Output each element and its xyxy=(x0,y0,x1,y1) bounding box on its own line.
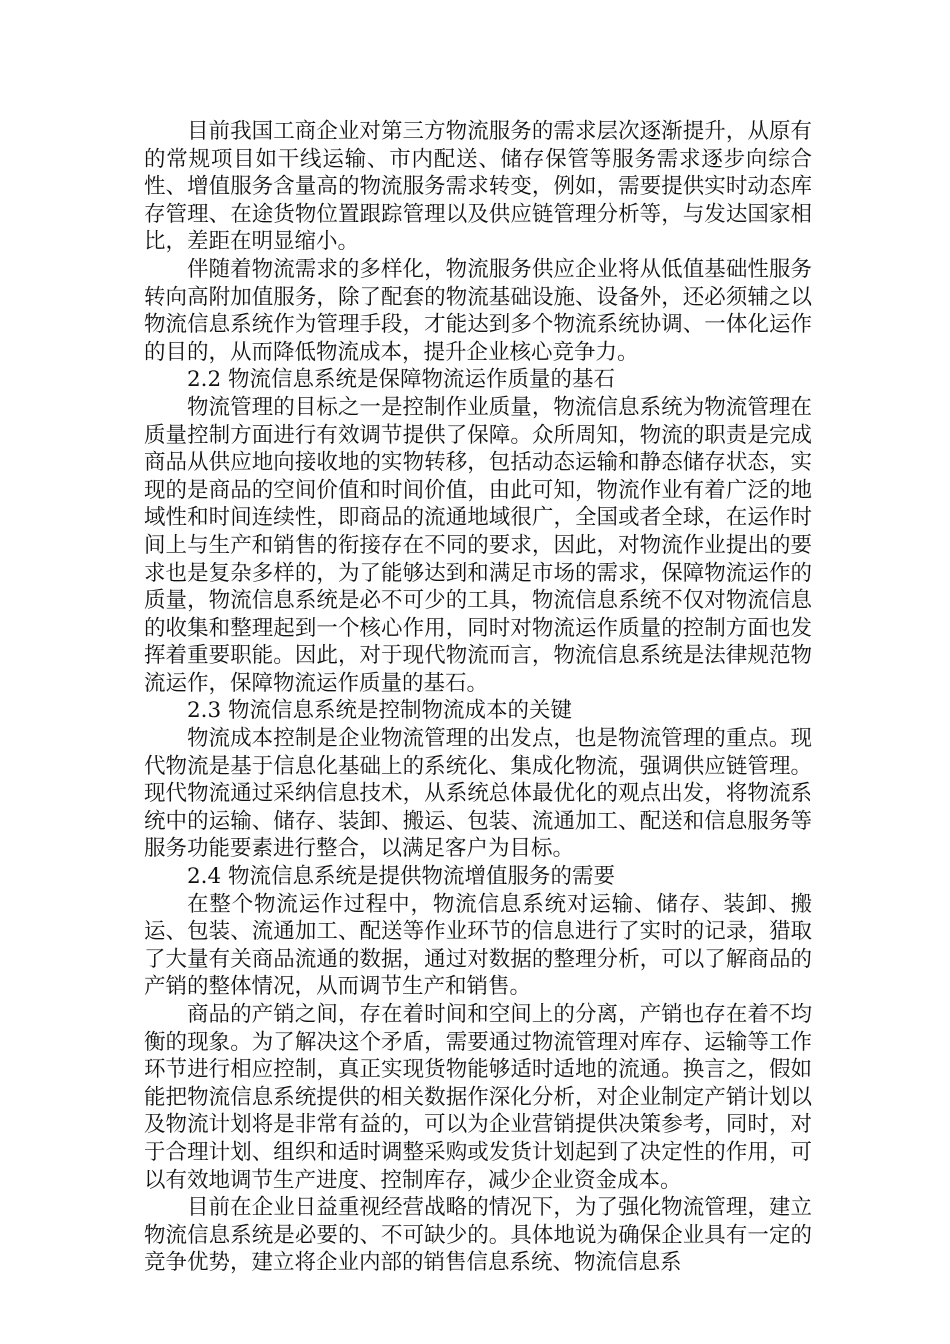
paragraph-diversification: 伴随着物流需求的多样化，物流服务供应企业将从低值基础性服务转向高附加值服务，除了配套的物流基础设施、设备外，还必须辅之以物流信息系统作为管理手段，才能达到多个物流系统协调、一体化运作的目的，从而降低物流成本，提升企业核心竞争力。 xyxy=(144,256,812,365)
paragraph-cost-control: 物流成本控制是企业物流管理的出发点，也是物流管理的重点。现代物流是基于信息化基础上的系统化、集成化物流，强调供应链管理。现代物流通过采纳信息技术，从系统总体最优化的观点出发，将物流系统中的运输、储存、装卸、搬运、包装、流通加工、配送和信息服务等服务功能要素进行整合，以满足客户为目标。 xyxy=(144,726,812,862)
paragraph-business-strategy: 目前在企业日益重视经营战略的情况下，为了强化物流管理，建立物流信息系统是必要的、不可缺少的。具体地说为确保企业具有一定的竞争优势，建立将企业内部的销售信息系统、物流信息系 xyxy=(144,1195,812,1276)
section-heading-2-3: 2.3 物流信息系统是控制物流成本的关键 xyxy=(187,698,573,724)
paragraph-demand-levels: 目前我国工商企业对第三方物流服务的需求层次逐渐提升，从原有的常规项目如干线运输、市内配送、储存保管等服务需求逐步向综合性、增值服务含量高的物流服务需求转变，例如，需要提供实时动态库存管理、在途货物位置跟踪管理以及供应链管理分析等，与发达国家相比，差距在明显缩小。 xyxy=(144,119,812,255)
section-heading-2-4: 2.4 物流信息系统是提供物流增值服务的需要 xyxy=(187,864,616,890)
paragraph-quality-control: 物流管理的目标之一是控制作业质量，物流信息系统为物流管理在质量控制方面进行有效调节提供了保障。众所周知，物流的职责是完成商品从供应地向接收地的实物转移，包括动态运输和静态储存状态，实现的是商品的空间价值和时间价值，由此可知，物流作业有着广泛的地域性和时间连续性，即商品的流通地域很广，全国或者全球，在运作时间上与生产和销售的衔接存在不同的要求，因此，对物流作业提出的要求也是复杂多样的，为了能够达到和满足市场的需求，保障物流运作的质量，物流信息系统是必不可少的工具，物流信息系统不仅对物流信息的收集和整理起到一个核心作用，同时对物流运作质量的控制方面也发挥着重要职能。因此，对于现代物流而言，物流信息系统是法律规范物流运作，保障物流运作质量的基石。 xyxy=(144,394,812,696)
section-heading-2-2: 2.2 物流信息系统是保障物流运作质量的基石 xyxy=(187,367,616,393)
document-page xyxy=(144,118,812,1277)
paragraph-realtime-records: 在整个物流运作过程中，物流信息系统对运输、储存、装卸、搬运、包装、流通加工、配送等作业环节的信息进行了实时的记录，猎取了大量有关商品流通的数据，通过对数据的整理分析，可以了解商品的产销的整体情况，从而调节生产和销售。 xyxy=(144,891,812,1000)
paragraph-production-sales: 商品的产销之间，存在着时间和空间上的分离，产销也存在着不均衡的现象。为了解决这个矛盾，需要通过物流管理对库存、运输等工作环节进行相应控制，真正实现货物能够适时适地的流通。换言之，假如能把物流信息系统提供的相关数据作深化分析，对企业制定产销计划以及物流计划将是非常有益的，可以为企业营销提供决策参考，同时，对于合理计划、组织和适时调整采购或发货计划起到了决定性的作用，可以有效地调节生产进度、控制库存，减少企业资金成本。 xyxy=(144,1002,812,1193)
